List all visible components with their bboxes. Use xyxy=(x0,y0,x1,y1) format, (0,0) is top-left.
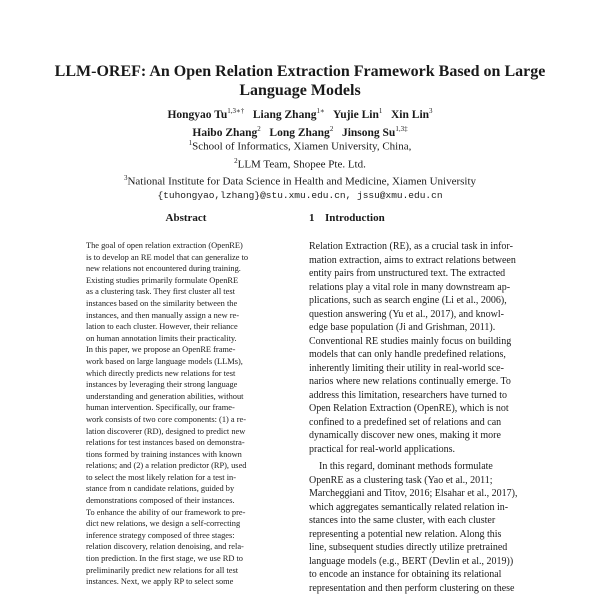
title-line-1: LLM-OREF: An Open Relation Extraction Framework Based on Large xyxy=(54,63,546,80)
text-line: Existing studies primarily formulate OpenRE xyxy=(86,275,239,285)
text-line: tions formed by training instances with known xyxy=(86,449,242,459)
text-line: mation extraction, aims to extract relations between xyxy=(309,254,516,266)
text-line: instances based on the similarity between the xyxy=(86,298,238,308)
text-line: edge base population (Ji and Grishman, 2011). xyxy=(309,322,496,333)
text-line: models that can only handle predefined relations, xyxy=(309,349,506,360)
abstract-body xyxy=(86,240,286,588)
text-line: lation to each cluster. However, their reliance xyxy=(86,322,238,332)
affiliation-text: School of Informatics, Xiamen University, China, xyxy=(192,140,412,153)
text-line: as a clustering task. They first cluster all test xyxy=(86,287,235,297)
affiliations xyxy=(40,136,560,203)
text-line: which aggregates semantically related relation in- xyxy=(309,501,509,513)
title-line-2: Language Models xyxy=(239,82,361,99)
author-name: Hongyao Tu xyxy=(167,108,228,121)
text-line: plications, such as search engine (Li et al., 2006), xyxy=(309,295,507,306)
text-line: practical for real-world applications. xyxy=(309,443,456,455)
author-sup: 2 xyxy=(329,124,334,133)
text-line: Marcheggiani and Titov, 2016; Elsahar et al., 2017), xyxy=(309,488,518,499)
text-line: dict new relations, we design a self-correcting xyxy=(86,519,241,529)
text-line: tion prediction. In the first stage, we use RD to xyxy=(86,554,243,564)
text-line: address this limitation, researchers have turned to xyxy=(309,389,507,401)
author-name: Yujie Lin xyxy=(332,108,379,121)
abstract-heading: Abstract xyxy=(165,212,207,224)
text-line: dynamically discover new ones, making it more xyxy=(309,430,501,441)
text-line: In this regard, dominant methods formulate xyxy=(319,461,493,472)
introduction-body xyxy=(309,240,539,595)
text-line: relation discovery, relation denoising, and rela- xyxy=(86,542,244,552)
text-line: stances into the same cluster, with each cluster xyxy=(309,515,496,526)
text-line: relations; and (2) a relation predictor (RP), used xyxy=(86,461,247,471)
text-line: OpenRE as a clustering task (Yao et al., 2011; xyxy=(309,474,493,486)
text-line: Conventional RE studies mainly focus on building xyxy=(309,335,512,347)
text-line: representation and then perform clustering on these xyxy=(309,582,515,594)
affiliation-2 xyxy=(40,154,560,172)
author-name: Xin Lin xyxy=(391,108,430,121)
text-line: to encode an instance for obtaining its relational xyxy=(309,569,502,580)
text-line: In this paper, we propose an OpenRE frame- xyxy=(86,345,236,355)
text-line: instances. Next, we apply RP to select some xyxy=(86,577,234,587)
text-line: work consists of two core components: (1) a re- xyxy=(86,414,247,424)
text-line: relations play a vital role in many downstream ap- xyxy=(309,281,511,293)
text-line: new relations not encountered during training. xyxy=(86,264,241,274)
author-name: Haibo Zhang xyxy=(192,126,258,139)
text-line: line, subsequent studies directly utilize pretrained xyxy=(309,542,508,553)
introduction-column xyxy=(309,212,539,595)
text-line: demonstrations composed of their instances. xyxy=(86,496,235,506)
text-line: To enhance the ability of our framework to pre- xyxy=(86,507,246,517)
text-line: on human annotation limits their practicality. xyxy=(86,333,237,343)
text-line: preliminarily predict new relations for all test xyxy=(86,565,239,575)
text-line: representing a potential new relation. Along this xyxy=(309,528,502,540)
author-sup: 1∗ xyxy=(316,107,325,115)
text-line: inherently limiting their utility in real-world sce- xyxy=(309,362,504,374)
text-line: confined to a predefined set of relations and can xyxy=(309,416,502,428)
text-line: The goal of open relation extraction (OpenRE) xyxy=(86,241,243,250)
author-list xyxy=(40,104,560,140)
text-line: is to develop an RE model that can generalize to xyxy=(86,252,249,262)
text-line: human intervention. Specifically, our frame- xyxy=(86,403,235,413)
affiliation-1 xyxy=(40,136,560,154)
affiliation-sup: 1 xyxy=(188,139,193,147)
author-sup: 1,3‡ xyxy=(395,124,408,133)
paper-title xyxy=(40,62,560,100)
author-name: Jinsong Su xyxy=(341,126,396,139)
abstract-column xyxy=(86,212,286,588)
text-line: work based on large language models (LLMs), xyxy=(86,356,243,366)
author-name: Long Zhang xyxy=(269,126,330,139)
text-line: Open Relation Extraction (OpenRE), which is not xyxy=(309,403,509,414)
introduction-heading xyxy=(309,212,539,226)
section-number: 1 xyxy=(309,212,315,224)
authors-line-1 xyxy=(40,104,560,122)
text-line: to select the most likely relation for a test in- xyxy=(86,472,237,482)
text-line: understanding and generation abilities, without xyxy=(86,391,244,401)
affiliation-sup: 2 xyxy=(234,156,238,165)
text-line: language models (e.g., BERT (Devlin et al., 2019)) xyxy=(309,555,514,567)
text-line: inference strategy composed of three stages: xyxy=(86,530,235,540)
author-sup: 1,3∗† xyxy=(227,107,245,115)
text-line: question answering (Yu et al., 2017), and knowl- xyxy=(309,308,504,320)
affiliation-text: LLM Team, Shopee Pte. Ltd. xyxy=(237,158,366,171)
text-line: narios where new relations continually emerge. To xyxy=(309,376,511,387)
author-name: Liang Zhang xyxy=(252,108,317,121)
affiliation-sup: 3 xyxy=(123,174,128,183)
text-line: stance from n candidate relations, guided by xyxy=(86,484,235,494)
text-line: Relation Extraction (RE), as a crucial task in infor- xyxy=(309,241,513,252)
affiliation-text: National Institute for Data Science in Health and Medicine, Xiamen University xyxy=(127,175,477,188)
author-sup: 1 xyxy=(378,107,383,115)
text-line: entity pairs from unstructured text. The extracted xyxy=(309,268,506,279)
section-title: Introduction xyxy=(325,212,385,224)
author-sup: 3 xyxy=(429,107,433,115)
author-sup: 2 xyxy=(257,124,261,133)
text-line: which directly predicts new relations for test xyxy=(86,368,236,378)
author-emails[interactable]: {tuhongyao,lzhang}@stu.xmu.edu.cn, jssu@xmu.edu.cn xyxy=(157,189,443,201)
affiliation-3 xyxy=(40,171,560,189)
text-line: instances by leveraging their strong language xyxy=(86,380,238,390)
text-line: instances, and then manually assign a new re- xyxy=(86,310,240,320)
text-line: relations for test instances based on demonstra- xyxy=(86,438,245,448)
text-line: lation discoverer (RD), designed to predict new xyxy=(86,426,246,436)
